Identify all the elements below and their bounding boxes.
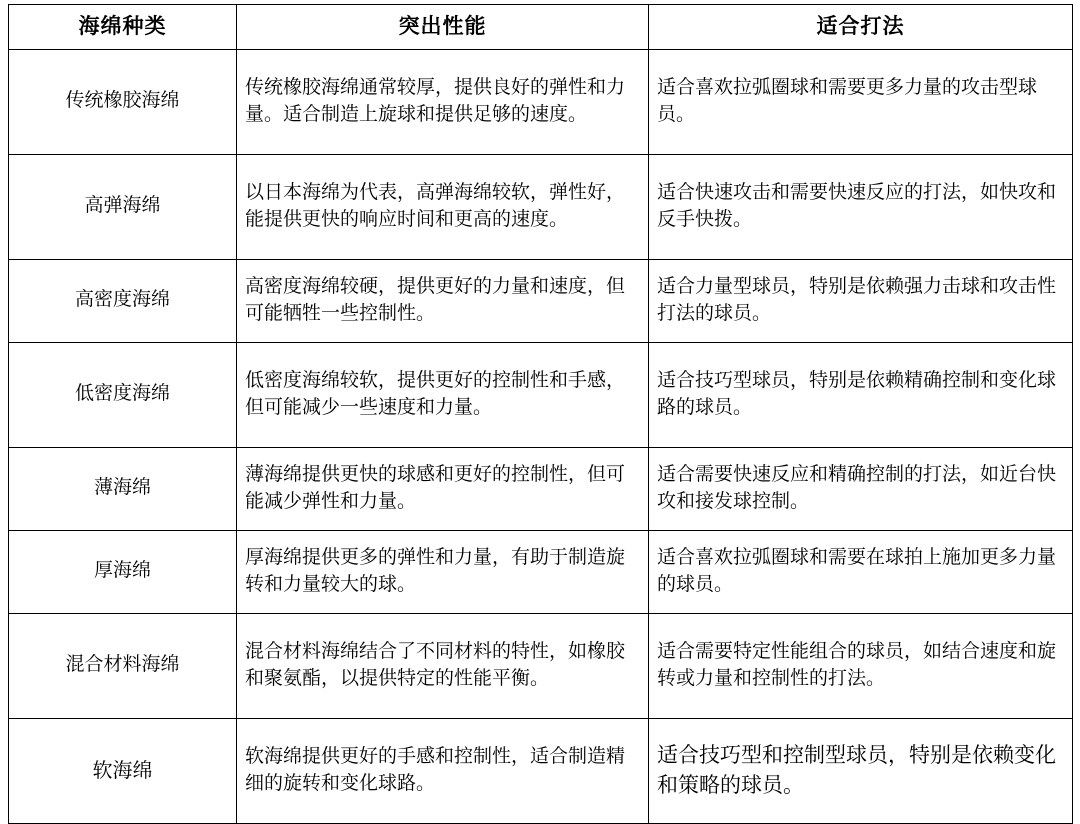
table-header-row — [9, 5, 1073, 50]
cell-category: 传统橡胶海绵 — [9, 49, 237, 154]
cell-style: 适合技巧型球员，特别是依赖精确控制和变化球路的球员。 — [649, 342, 1073, 447]
table-row — [9, 613, 1073, 718]
column-header-category: 海绵种类 — [9, 5, 237, 50]
cell-category: 软海绵 — [9, 718, 237, 823]
cell-performance: 传统橡胶海绵通常较厚，提供良好的弹性和力量。适合制造上旋球和提供足够的速度。 — [237, 49, 649, 154]
cell-style: 适合技巧型和控制型球员，特别是依赖变化和策略的球员。 — [649, 718, 1073, 823]
cell-performance: 厚海绵提供更多的弹性和力量，有助于制造旋转和力量较大的球。 — [237, 530, 649, 613]
cell-style: 适合需要特定性能组合的球员，如结合速度和旋转或力量和控制性的打法。 — [649, 613, 1073, 718]
cell-performance: 混合材料海绵结合了不同材料的特性，如橡胶和聚氨酯，以提供特定的性能平衡。 — [237, 613, 649, 718]
cell-style: 适合快速攻击和需要快速反应的打法，如快攻和反手快拨。 — [649, 154, 1073, 259]
cell-performance: 薄海绵提供更快的球感和更好的控制性，但可能减少弹性和力量。 — [237, 447, 649, 530]
cell-style: 适合力量型球员，特别是依赖强力击球和攻击性打法的球员。 — [649, 259, 1073, 342]
sponge-comparison-table — [8, 4, 1073, 824]
column-header-performance: 突出性能 — [237, 5, 649, 50]
cell-category: 厚海绵 — [9, 530, 237, 613]
cell-performance: 高密度海绵较硬，提供更好的力量和速度，但可能牺牲一些控制性。 — [237, 259, 649, 342]
table-row — [9, 342, 1073, 447]
cell-style: 适合需要快速反应和精确控制的打法，如近台快攻和接发球控制。 — [649, 447, 1073, 530]
cell-category: 混合材料海绵 — [9, 613, 237, 718]
table-row — [9, 49, 1073, 154]
table-row — [9, 530, 1073, 613]
column-header-style: 适合打法 — [649, 5, 1073, 50]
cell-performance: 低密度海绵较软，提供更好的控制性和手感，但可能减少一些速度和力量。 — [237, 342, 649, 447]
table-row — [9, 718, 1073, 823]
cell-category: 低密度海绵 — [9, 342, 237, 447]
table-row — [9, 259, 1073, 342]
cell-category: 薄海绵 — [9, 447, 237, 530]
cell-category: 高密度海绵 — [9, 259, 237, 342]
table-header — [9, 5, 1073, 50]
cell-performance: 以日本海绵为代表，高弹海绵较软，弹性好，能提供更快的响应时间和更高的速度。 — [237, 154, 649, 259]
cell-category: 高弹海绵 — [9, 154, 237, 259]
cell-performance: 软海绵提供更好的手感和控制性，适合制造精细的旋转和变化球路。 — [237, 718, 649, 823]
table-row — [9, 447, 1073, 530]
table-row — [9, 154, 1073, 259]
cell-style: 适合喜欢拉弧圈球和需要在球拍上施加更多力量的球员。 — [649, 530, 1073, 613]
cell-style: 适合喜欢拉弧圈球和需要更多力量的攻击型球员。 — [649, 49, 1073, 154]
table-body — [9, 49, 1073, 823]
